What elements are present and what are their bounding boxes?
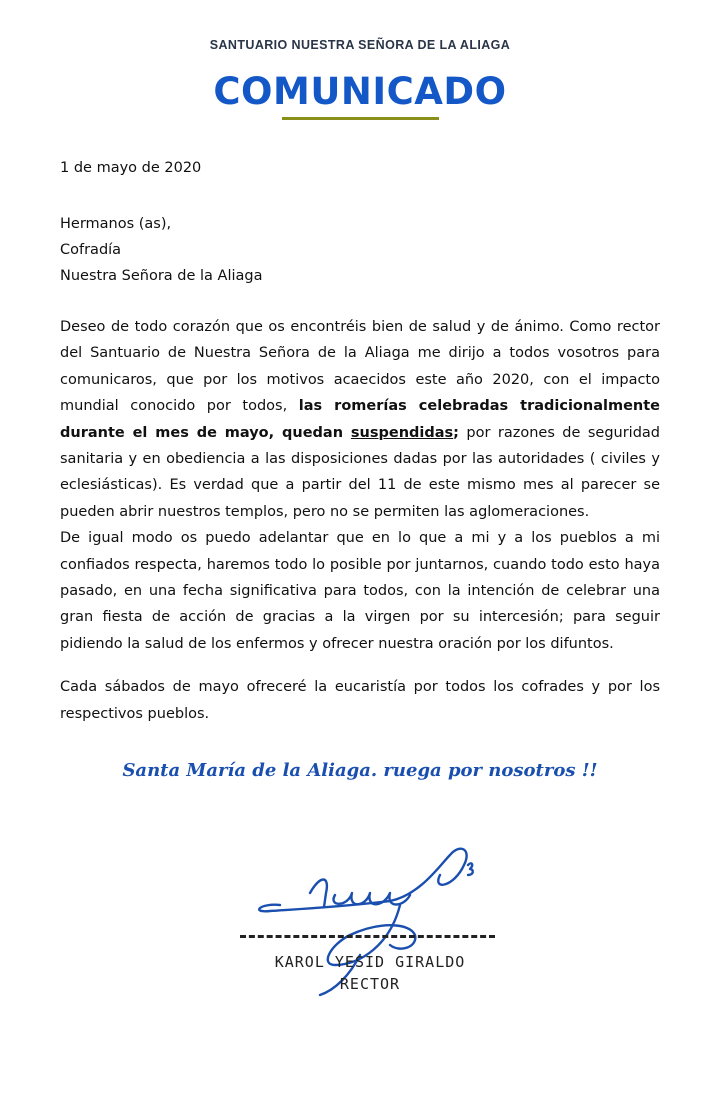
greeting-line: Cofradía (60, 242, 122, 258)
signatory-name: KAROL YESID GIRALDO (274, 953, 466, 971)
highlighted-semicolon: ; (453, 424, 459, 441)
highlighted-suspended: suspendidas (350, 424, 454, 441)
paragraph-1 (60, 314, 660, 525)
paragraph-1-end: por razones de seguridad sanitaria y en obediencia a las disposiciones dadas por las autoridades ( civiles y eclesiásticas). Es verdad que a partir del 11 de este mismo mes al parecer se pueden abrir nuestros templos, pero no se permiten las aglomeraciones. (60, 424, 660, 520)
greeting-line: Hermanos (as), (60, 216, 172, 232)
signature-line (240, 935, 495, 938)
highlighted-announcement: las romerías celebradas tradicionalmente durante el mes de mayo, quedan (60, 398, 660, 441)
signatory-role: RECTOR (339, 975, 401, 993)
paragraph-1-text: Deseo de todo corazón que os encontréis bien de salud y de ánimo. Como rector del Santuario de Nuestra Señora de la Aliaga me dirijo a todos vosotros para comunicaros, que por los motivos acaecidos este año 2020, con el impacto mundial conocido por todos, (60, 319, 660, 415)
letter-date: 1 de mayo de 2020 (60, 160, 202, 176)
title-underline (282, 117, 439, 120)
greeting-line: Nuestra Señora de la Aliaga (60, 268, 263, 284)
page-title: COMUNICADO (213, 70, 507, 113)
paragraph-3: Cada sábados de mayo ofreceré la eucaristía por todos los cofrades y por los respectivos pueblos. (60, 679, 660, 722)
closing-motto: Santa María de la Aliaga. ruega por nosotros !! (122, 760, 598, 781)
organization-name: SANTUARIO NUESTRA SEÑORA DE LA ALIAGA (209, 38, 511, 52)
letter-body (60, 314, 660, 727)
paragraph-2: De igual modo os puedo adelantar que en lo que a mi y a los pueblos a mi confiados respecta, haremos todo lo posible por juntarnos, cuando todo esto haya pasado, en una fecha significativa para todos, con la intención de celebrar una gran fiesta de acción de gracias a la virgen por su intercesión; para seguir pidiendo la salud de los enfermos y ofrecer nuestra oración por los difuntos. (60, 530, 660, 652)
greeting-block (60, 211, 263, 289)
